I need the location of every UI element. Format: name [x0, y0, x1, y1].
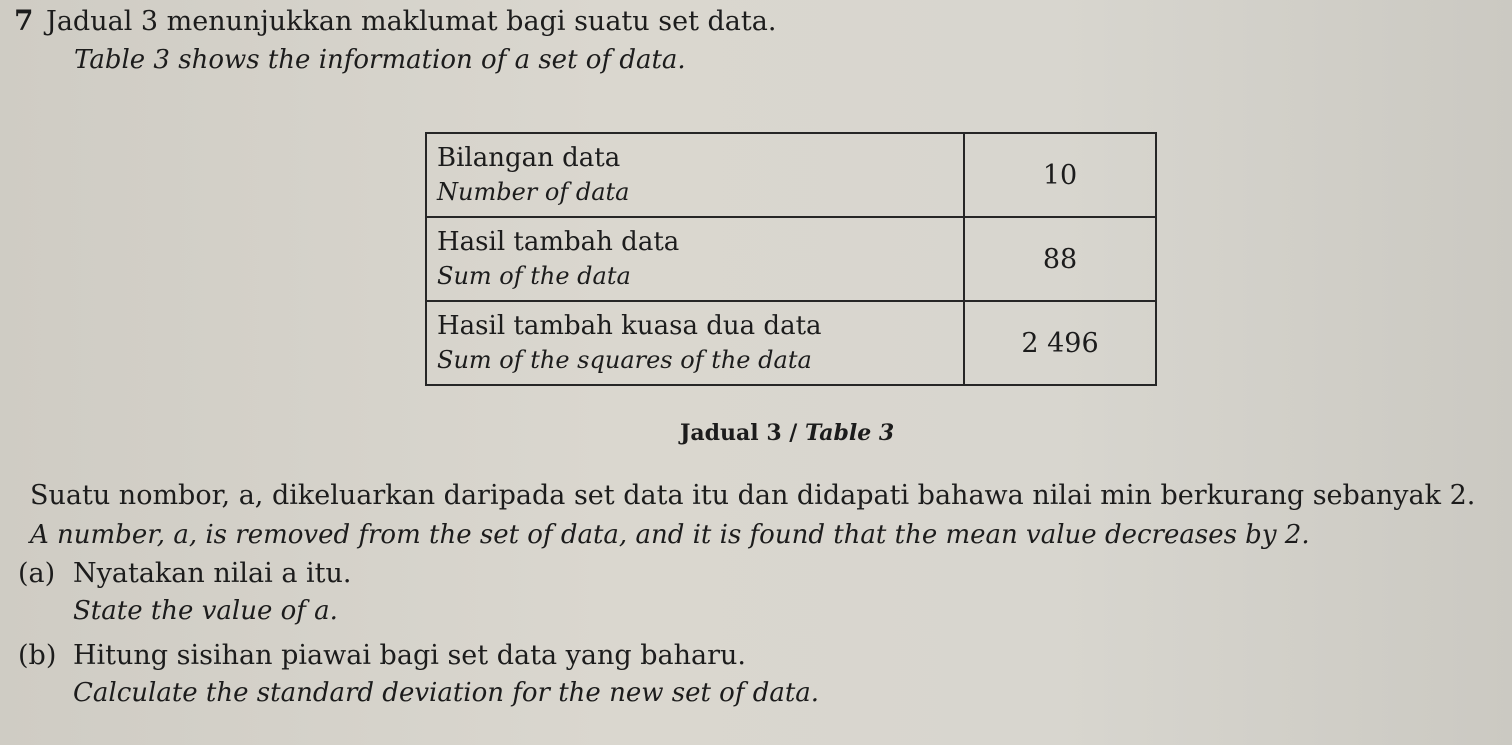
- row-label-english: Sum of the squares of the data: [437, 346, 812, 374]
- row-value-sum: 88: [964, 217, 1156, 301]
- caption-separator: /: [781, 420, 805, 446]
- row-label-malay: Hasil tambah kuasa dua data: [437, 311, 822, 341]
- part-b-english: Calculate the standard deviation for the new set of data.: [73, 678, 820, 708]
- row-value-number-of-data: 10: [964, 133, 1156, 217]
- row-value-sum-of-squares: 2 496: [964, 301, 1156, 385]
- row-label-malay: Bilangan data: [437, 143, 621, 173]
- caption-english: Table 3: [804, 420, 895, 446]
- part-a-text-malay: Nyatakan nilai a itu.: [73, 558, 352, 589]
- row-label-cell: [426, 133, 964, 217]
- intro-malay: Jadual 3 menunjukkan maklumat bagi suatu set data.: [46, 6, 777, 37]
- part-a-malay: [18, 558, 351, 589]
- statement-malay: Suatu nombor, a, dikeluarkan daripada set data itu dan didapati bahawa nilai min berkurang sebanyak 2.: [30, 480, 1476, 511]
- row-label-cell: [426, 217, 964, 301]
- table-caption: [680, 420, 894, 446]
- data-info-table: [425, 132, 1157, 386]
- row-label-english: Sum of the data: [437, 262, 631, 290]
- part-a-english: State the value of a.: [73, 596, 338, 626]
- row-label-malay: Hasil tambah data: [437, 227, 680, 257]
- part-b-malay: [18, 640, 746, 671]
- part-b-label: (b): [18, 640, 57, 671]
- table-row: [426, 217, 1156, 301]
- intro-english: Table 3 shows the information of a set of data.: [74, 45, 686, 75]
- row-label-cell: [426, 301, 964, 385]
- table-row: [426, 301, 1156, 385]
- question-number: 7: [14, 4, 34, 37]
- caption-malay: Jadual 3: [680, 420, 782, 446]
- part-b-text-malay: Hitung sisihan piawai bagi set data yang baharu.: [73, 640, 746, 671]
- row-label-english: Number of data: [437, 178, 630, 206]
- part-a-label: (a): [18, 558, 56, 589]
- statement-english: A number, a, is removed from the set of data, and it is found that the mean value decreases by 2.: [30, 520, 1310, 550]
- table-row: [426, 133, 1156, 217]
